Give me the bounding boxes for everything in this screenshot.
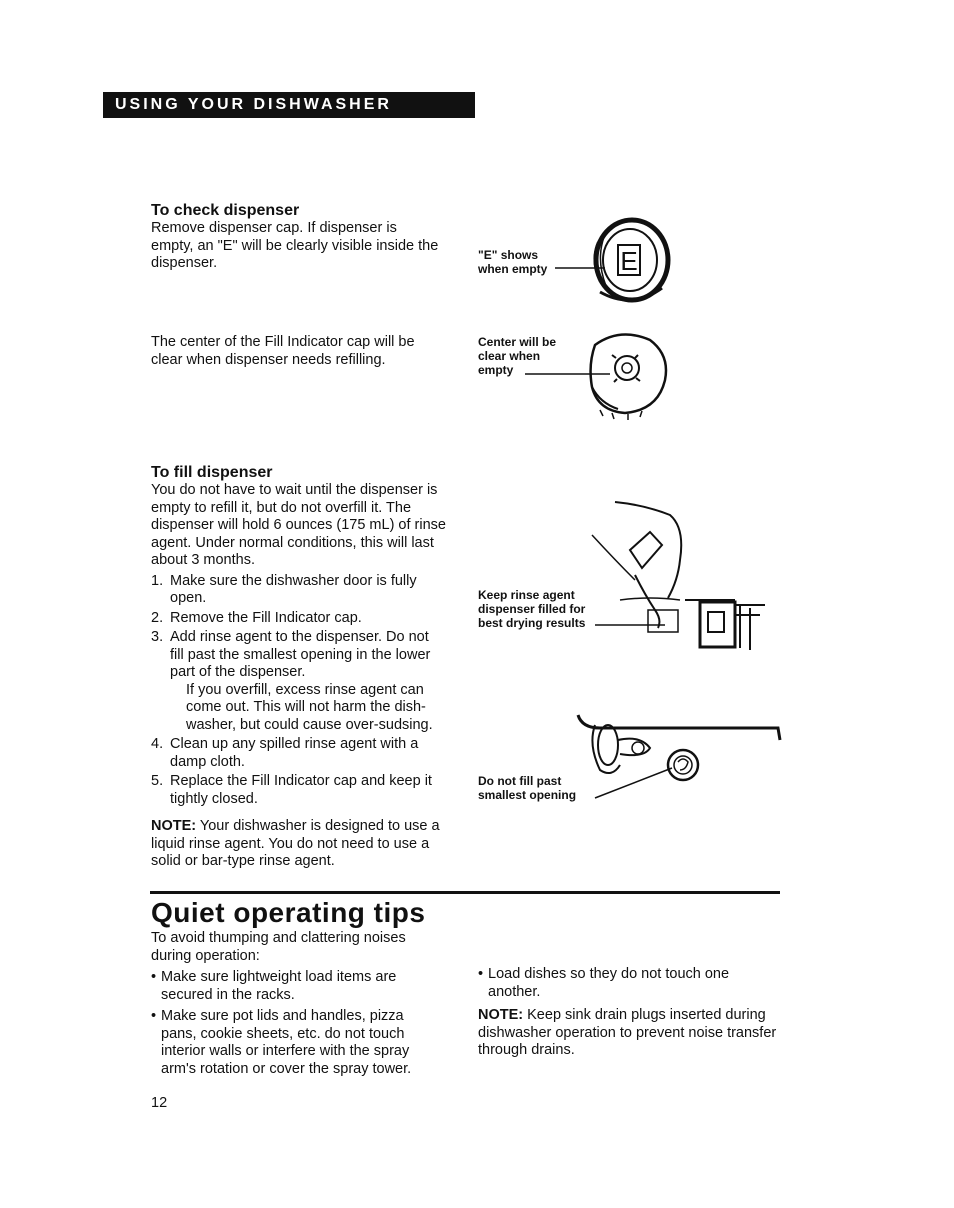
fill-step: 5. Replace the Fill Indicator cap and keep it tightly closed. — [151, 773, 432, 807]
check-dispenser-section — [151, 202, 441, 273]
quiet-bullet: • Load dishes so they do not touch one another. — [478, 966, 730, 1000]
fill-step: 3. Add rinse agent to the dispenser. Do not fill past the smallest opening in the lower part of the dispenser. If you overfill, excess rinse agent can come out. This will not harm the dish-washer, but could cause over-sudsing. — [151, 629, 433, 733]
quiet-bullet: • Make sure pot lids and handles, pizza pans, cookie sheets, etc. do not touch interior walls or interfere with the spray arm's rotation or cover the spray tower. — [151, 1008, 412, 1077]
check-dispenser-heading: To check dispenser — [151, 202, 300, 219]
page-number: 12 — [151, 1095, 168, 1111]
section-banner: USING YOUR DISHWASHER — [103, 92, 475, 118]
fill-dispenser-intro: You do not have to wait until the dispenser is empty to refill it, but do not overfill it. The dispenser will hold 6 ounces (175 mL) of rinse agent. Under normal conditions, this will last about 3 months. — [151, 482, 446, 568]
quiet-bullets-right — [478, 966, 783, 1001]
quiet-note: NOTE: Keep sink drain plugs inserted during dishwasher operation to prevent noise transfer through drains. — [478, 1007, 777, 1058]
quiet-bullets-left — [151, 969, 431, 1078]
e-shows-caption: "E" shows when empty — [478, 248, 548, 276]
dispenser-e-illustration — [550, 212, 675, 307]
indicator-text: The center of the Fill Indicator cap will be clear when dispenser needs refilling. — [151, 334, 415, 368]
fill-step: 1. Make sure the dishwasher door is fully open. — [151, 572, 417, 606]
indicator-section — [151, 334, 441, 369]
e-letter: E — [620, 246, 638, 276]
quiet-left-column — [151, 930, 431, 1082]
quiet-bullet: • Make sure lightweight load items are secured in the racks. — [151, 969, 397, 1003]
pouring-rinse-agent-illustration — [590, 500, 770, 660]
fill-step: 4. Clean up any spilled rinse agent with a damp cloth. — [151, 736, 419, 770]
do-not-fill-caption: Do not fill past smallest opening — [478, 774, 577, 802]
quiet-right-column — [478, 966, 783, 1060]
quiet-intro: To avoid thumping and clattering noises during operation: — [151, 930, 406, 964]
fill-dispenser-section — [151, 464, 446, 871]
section-divider — [150, 891, 780, 894]
dispenser-opening-illustration — [560, 710, 785, 810]
fill-step: 2. Remove the Fill Indicator cap. — [151, 609, 362, 626]
fill-indicator-cap-illustration — [520, 325, 670, 420]
fill-note: NOTE: Your dishwasher is designed to use a liquid rinse agent. You do not need to use a solid or bar-type rinse agent. — [151, 818, 440, 869]
check-dispenser-text: Remove dispenser cap. If dispenser is empty, an "E" will be clearly visible inside the dispenser. — [151, 220, 439, 271]
keep-filled-caption: Keep rinse agent dispenser filled for best drying results — [478, 588, 586, 630]
fill-steps-list — [151, 573, 446, 809]
quiet-tips-title: Quiet operating tips — [151, 897, 426, 928]
center-clear-caption: Center will be clear when empty — [478, 335, 557, 377]
fill-dispenser-heading: To fill dispenser — [151, 464, 273, 481]
